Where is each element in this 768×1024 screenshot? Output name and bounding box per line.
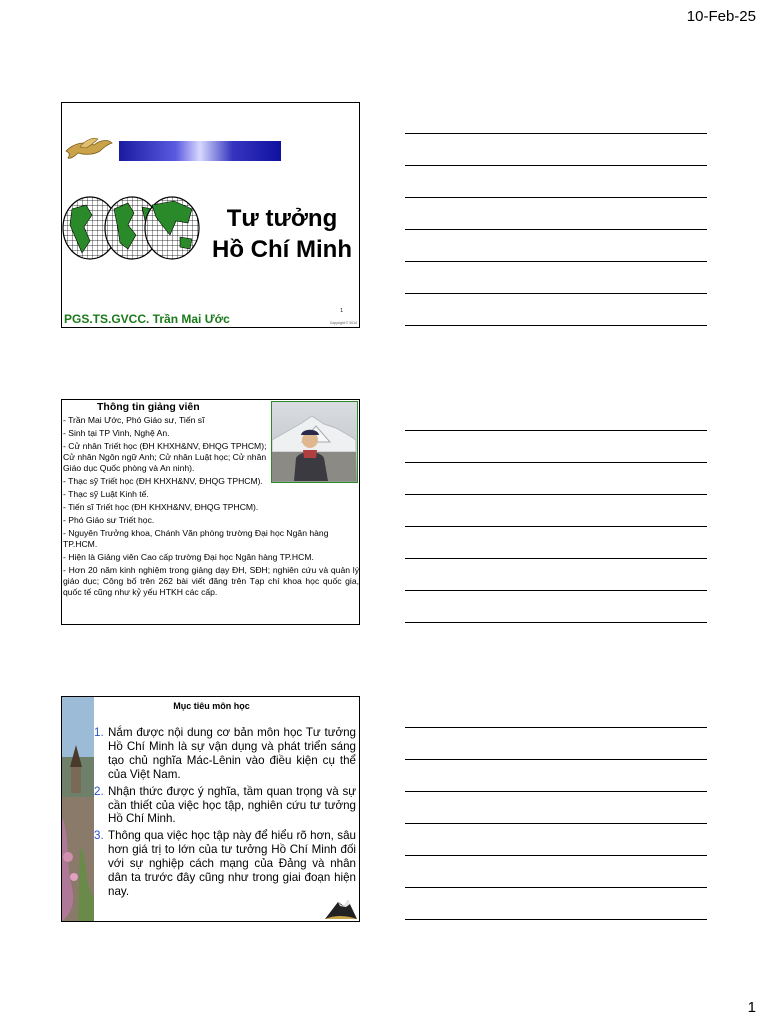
objective-number: 2. [94,784,104,798]
info-item: - Phó Giáo sư Triết học. [63,515,155,525]
slide-2-lecturer-info [61,399,360,625]
info-item: - Nguyên Trưởng khoa, Chánh Văn phòng trường Đại học Ngân hàng TP.HCM. [63,528,329,549]
slide-3-heading: Mục tiêu môn học [173,701,250,711]
objective-number: 3. [94,829,104,843]
objective-number: 1. [94,726,104,739]
info-item: - Hơn 20 năm kinh nghiệm trong giảng dạy ĐH, SĐH; nghiên cứu và quản lý giáo dục; Công bố trên 262 bài viết đăng trên Tạp chí khoa học quốc gia, quốc tế cũng như kỷ yếu HTKH các cấp. [63,565,359,597]
objective-text: Thông qua việc học tập này để hiểu rõ hơn, sâu hơn giá trị to lớn của tư tưởng Hồ Chí Minh đối với sự nghiệp cách mạng của Đảng và nhân dân ta trước đây cũng như trong giai đoạn hiện nay. [108,829,356,898]
objectives-list [94,726,356,902]
objective-text: Nhận thức được ý nghĩa, tầm quan trọng và sự cần thiết của việc học tập, nghiên cứu tư tưởng Hồ Chí Minh. [108,784,356,826]
info-item: - Thạc sỹ Luật Kinh tế. [63,489,149,499]
slide-3-course-objectives [61,696,360,922]
print-date: 10-Feb-25 [686,8,756,25]
dove-logo-icon [64,137,114,163]
author-name: PGS.TS.GVCC. Trần Mai Ước [64,312,230,326]
blue-banner [119,141,281,161]
objective-item [94,829,356,899]
slide-1-heading [202,203,360,265]
objective-item [94,726,356,782]
globes-icon [62,195,202,261]
slide-2-heading: Thông tin giảng viên [97,401,200,413]
info-item: - Hiện là Giảng viên Cao cấp trường Đại học Ngân hàng TP.HCM. [63,552,314,562]
info-item: - Cử nhân Triết học (ĐH KHXH&NV, ĐHQG TPHCM); Cử nhân Ngôn ngữ Anh; Cử nhân Luật học; Cử nhân Giáo dục Quốc phòng và An ninh). [63,441,267,473]
copyright-note: Copyright © 2014 [329,321,357,325]
info-item: - Thạc sỹ Triết học (ĐH KHXH&NV, ĐHQG TPHCM). [63,476,263,486]
hill-icon [324,896,358,920]
title-line-2: Hồ Chí Minh [212,236,352,263]
slide-1-title [61,102,360,328]
slide-number: 1 [340,308,343,314]
title-line-1: Tư tưởng [226,205,338,232]
lecturer-info-list [63,415,359,600]
info-item: - Sinh tại TP Vinh, Nghệ An. [63,428,170,438]
castle-landscape-image [62,697,94,921]
objective-item [94,785,356,827]
objective-text: Nắm được nội dung cơ bản môn học Tư tưởng Hồ Chí Minh là sự vận dụng và phát triển sáng tạo chủ nghĩa Mác-Lênin vào điều kiện cụ thể của Việt Nam. [108,726,356,781]
info-item: - Trần Mai Ước, Phó Giáo sư, Tiến sĩ [63,415,205,425]
page-number: 1 [747,999,756,1016]
info-item: - Tiến sĩ Triết học (ĐH KHXH&NV, ĐHQG TPHCM). [63,502,259,512]
